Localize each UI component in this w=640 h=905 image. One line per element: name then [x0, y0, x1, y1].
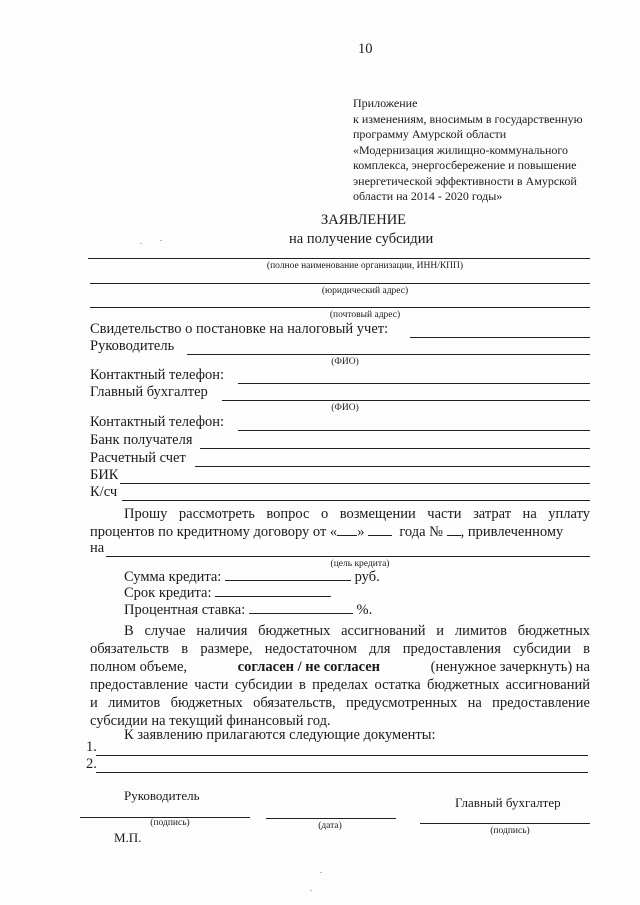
contract-number-blank: [447, 523, 461, 536]
postal-address-caption: (почтовый адрес): [329, 310, 401, 320]
request-line-1: Прошу рассмотреть вопрос о возмещении части затрат на уплату: [124, 506, 590, 522]
credit-term-label: Срок кредита:: [124, 585, 212, 601]
scan-speck: [160, 240, 162, 241]
request-text-b: »: [357, 524, 365, 540]
attachment-item-2: 2.: [86, 756, 97, 772]
credit-rate-label: Процентная ставка:: [124, 602, 246, 618]
page-number: 10: [358, 41, 373, 57]
credit-purpose-caption: (цель кредита): [330, 559, 390, 569]
bik-line: [120, 483, 590, 484]
credit-rate-unit: %.: [356, 602, 373, 618]
date-line: [266, 818, 396, 819]
attachment-line-2: [96, 772, 588, 773]
bik-label: БИК: [90, 467, 119, 483]
bank-line: [200, 448, 590, 449]
credit-rate-row: [124, 601, 372, 619]
contact-phone-2-label: Контактный телефон:: [90, 414, 225, 430]
consent-choice: согласен / не согласен: [237, 659, 381, 675]
consent-text-c: (ненужное зачеркнуть) на: [430, 659, 590, 675]
credit-term-blank: [215, 584, 331, 597]
request-text-c: года №: [399, 524, 444, 540]
appendix-line: области на 2014 - 2020 годы»: [353, 189, 503, 203]
org-name-caption: (полное наименование организации, ИНН/КПП): [266, 261, 464, 271]
date-caption: (дата): [318, 821, 342, 831]
tax-certificate-label: Свидетельство о постановке на налоговый учет:: [90, 321, 389, 337]
consent-line-1: В случае наличия бюджетных ассигнований и лимитов бюджетных: [124, 623, 590, 639]
document-title: ЗАЯВЛЕНИЕ: [321, 212, 407, 228]
accountant-signature-line: [420, 823, 590, 824]
signature-director-label: Руководитель: [124, 788, 200, 803]
account-label: Расчетный счет: [90, 450, 186, 466]
request-text-d: , привлеченному: [460, 524, 564, 540]
appendix-line: к изменениям, вносимым в государственную: [353, 111, 583, 126]
director-line: [187, 354, 590, 355]
credit-amount-unit: руб.: [354, 569, 380, 585]
accountant-signature-caption: (подпись): [490, 826, 530, 836]
tax-certificate-line: [410, 337, 590, 338]
scan-speck: [140, 243, 142, 244]
legal-address-line: [90, 283, 590, 284]
org-name-line: [88, 258, 590, 259]
corr-account-label: К/сч: [90, 484, 118, 500]
credit-rate-blank: [249, 601, 353, 614]
credit-term-row: [124, 584, 331, 602]
scan-speck: [320, 872, 322, 873]
attachment-line-1: [96, 755, 588, 756]
appendix-line: Приложение: [353, 96, 418, 110]
appendix-line: «Модернизация жилищно-коммунального: [353, 142, 569, 157]
director-fio-caption: (ФИО): [331, 357, 359, 367]
consent-line-3: [90, 659, 590, 676]
corr-account-line: [122, 500, 590, 501]
director-label: Руководитель: [90, 338, 175, 354]
stamp-place-label: М.П.: [114, 830, 142, 845]
attachment-item-1: 1.: [86, 739, 97, 755]
credit-amount-label: Сумма кредита:: [124, 569, 222, 585]
contact-phone-1-label: Контактный телефон:: [90, 367, 225, 383]
legal-address-caption: (юридический адрес): [321, 286, 409, 296]
appendix-line: энергетической эффективности в Амурской: [353, 173, 577, 188]
credit-purpose-line: [106, 556, 590, 557]
consent-text-a: полном объеме,: [90, 659, 188, 675]
consent-line-2: обязательств в размере, недостаточном для предоставления субсидии в: [90, 641, 590, 657]
credit-amount-blank: [225, 568, 351, 581]
consent-line-5: и лимитов бюджетных обязательств, предусмотренных на предоставление: [90, 695, 590, 711]
chief-accountant-label: Главный бухгалтер: [90, 384, 208, 400]
request-line-2: [90, 523, 563, 541]
postal-address-line: [90, 307, 590, 308]
bank-label: Банк получателя: [90, 432, 193, 448]
accountant-fio-caption: (ФИО): [331, 403, 359, 413]
request-line-3: на: [90, 540, 105, 556]
contact-phone-2-line: [238, 430, 590, 431]
account-line: [195, 466, 590, 467]
appendix-line: комплекса, энергосбережение и повышение: [353, 158, 577, 172]
consent-line-6: субсидии на текущий финансовый год.: [90, 713, 331, 729]
document-subtitle: на получение субсидии: [289, 231, 434, 247]
consent-line-4: предоставление части субсидии в пределах остатка бюджетных ассигнований: [90, 677, 590, 693]
attachments-intro: К заявлению прилагаются следующие документы:: [124, 727, 436, 743]
signature-accountant-label: Главный бухгалтер: [455, 795, 561, 810]
request-text-a: процентов по кредитному договору от «: [90, 524, 338, 540]
appendix-line: программу Амурской области: [353, 127, 507, 141]
contact-phone-1-line: [238, 383, 590, 384]
scan-speck: [310, 890, 312, 891]
director-signature-caption: (подпись): [150, 818, 190, 828]
chief-accountant-line: [222, 400, 590, 401]
appendix-block: [353, 96, 583, 205]
day-blank: [337, 523, 357, 536]
month-blank: [368, 523, 392, 536]
